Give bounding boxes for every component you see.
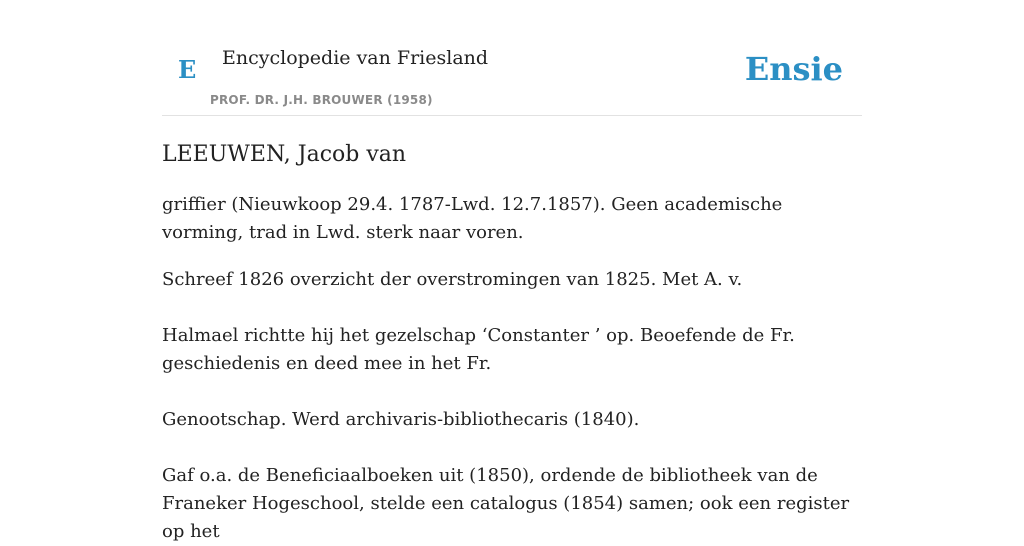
article-paragraph: Schreef 1826 overzicht der overstromingen van 1825. Met A. v.: [162, 269, 743, 290]
book-author: PROF. DR. J.H. BROUWER (1958): [210, 93, 433, 107]
article-paragraph: griffier (Nieuwkoop 29.4. 1787-Lwd. 12.7.1857). Geen academische vorming, trad in Lwd. sterk naar voren.: [162, 194, 783, 243]
article-paragraph: Gaf o.a. de Beneficiaalboeken uit (1850), ordende de bibliotheek van de Franeker Hogeschool, stelde een catalogus (1854) samen; ook een register op het: [162, 465, 850, 542]
page: [162, 0, 862, 546]
book-title[interactable]: Encyclopedie van Friesland: [222, 47, 489, 69]
book-logo[interactable]: E: [178, 55, 197, 84]
page-header: [162, 0, 862, 116]
ensie-logo[interactable]: Ensie: [744, 50, 843, 88]
article-title: LEEUWEN, Jacob van: [162, 142, 407, 167]
article-paragraph: Genootschap. Werd archivaris-bibliothecaris (1840).: [162, 409, 640, 430]
article-paragraph: Halmael richtte hij het gezelschap ‘Constanter ’ op. Beoefende de Fr. geschiedenis en deed mee in het Fr.: [162, 325, 795, 374]
